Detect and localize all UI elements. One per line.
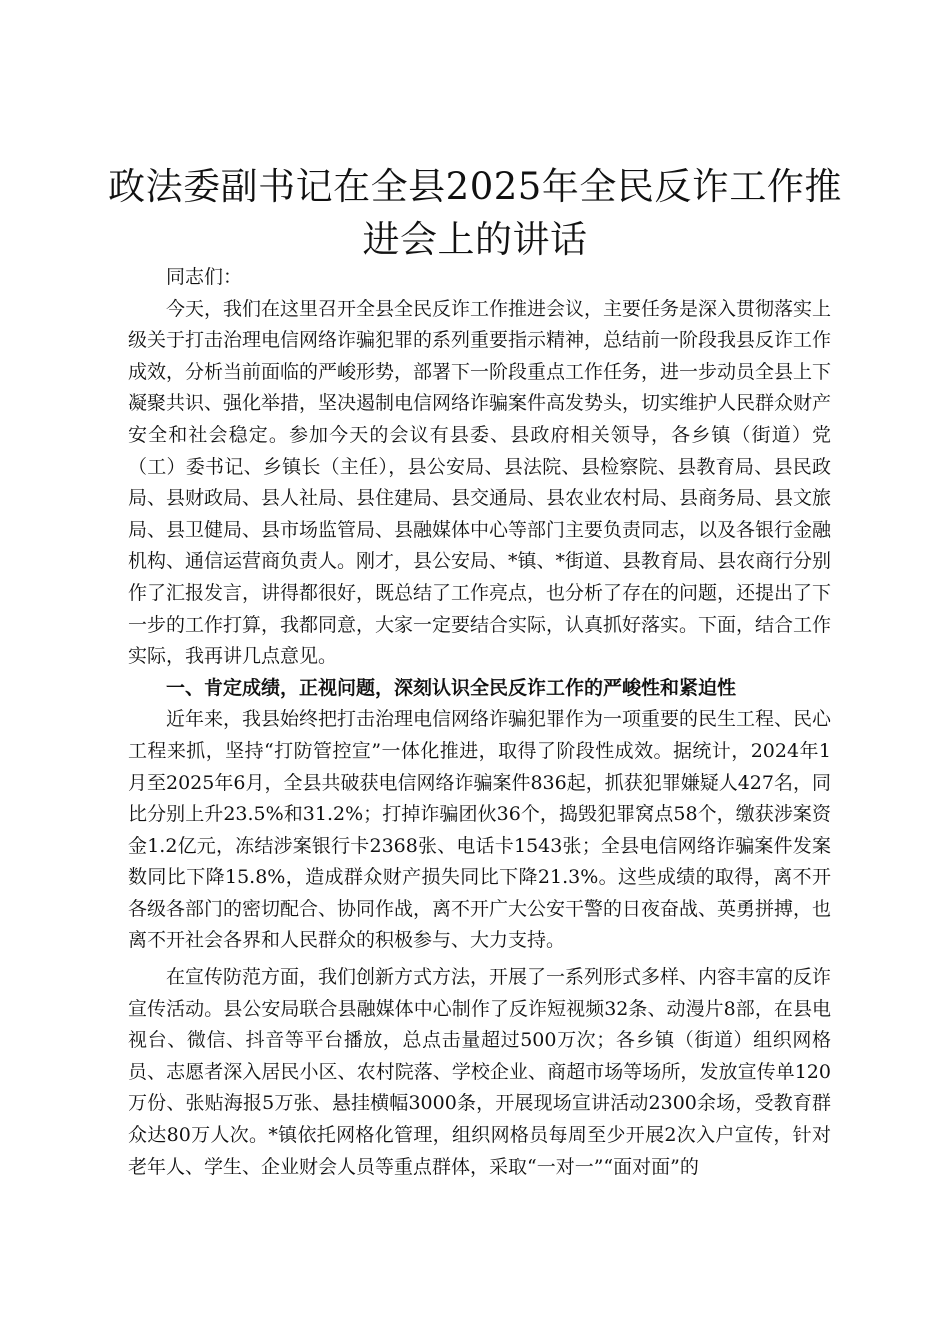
opening-paragraph: 今天，我们在这里召开全县全民反诈工作推进会议，主要任务是深入贯彻落实上级关于打击治理电信网络诈骗犯罪的系列重要指示精神，总结前一阶段我县反诈工作成效，分析当前面临的严峻形势，部署下一阶段重点工作任务，进一步动员全县上下凝聚共识、强化举措，坚决遏制电信网络诈骗案件高发势头，切实维护人民群众财产安全和社会稳定。参加今天的会议有县委、县政府相关领导，各乡镇（街道）党（工）委书记、乡镇长（主任），县公安局、县法院、县检察院、县教育局、县民政局、县财政局、县人社局、县住建局、县交通局、县农业农村局、县商务局、县文旅局、县卫健局、县市场监管局、县融媒体中心等部门主要负责同志，以及各银行金融机构、通信运营商负责人。刚才，县公安局、*镇、*街道、县教育局、县农商行分别作了汇报发言，讲得都很好，既总结了工作亮点，也分析了存在的问题，还提出了下一步的工作打算，我都同意，大家一定要结合实际，认真抓好落实。下面，结合工作实际，我再讲几点意见。	[128, 297, 832, 668]
salutation: 同志们：	[166, 266, 243, 288]
section-heading: 一、肯定成绩，正视问题，深刻认识全民反诈工作的严峻性和紧迫性	[166, 676, 737, 699]
document-body	[128, 262, 831, 1183]
document-title: 政法委副书记在全县2025年全民反诈工作推进会上的讲话	[108, 165, 842, 261]
achievements-paragraph: 近年来，我县始终把打击治理电信网络诈骗犯罪作为一项重要的民生工程、民心工程来抓，坚持“打防管控宣”一体化推进，取得了阶段性成效。据统计，2024年1月至2025年6月，全县共破获电信网络诈骗案件836起，抓获犯罪嫌疑人427名，同比分别上升23.5%和31.2%；打掉诈骗团伙36个，捣毁犯罪窝点58个，缴获涉案资金1.2亿元，冻结涉案银行卡2368张、电话卡1543张；全县电信网络诈骗案件发案数同比下降15.8%，造成群众财产损失同比下降21.3%。这些成绩的取得，离不开各级各部门的密切配合、协同作战，离不开广大公安干警的日夜奋战、英勇拼搏，也离不开社会各界和人民群众的积极参与、大力支持。	[128, 708, 832, 952]
publicity-paragraph: 在宣传防范方面，我们创新方式方法，开展了一系列形式多样、内容丰富的反诈宣传活动。县公安局联合县融媒体中心制作了反诈短视频32条、动漫片8部，在县电视台、微信、抖音等平台播放，总点击量超过500万次；各乡镇（街道）组织网格员、志愿者深入居民小区、农村院落、学校企业、商超市场等场所，发放宣传单120万份、张贴海报5万张、悬挂横幅3000条，开展现场宣讲活动2300余场，受教育群众达80万人次。*镇依托网格化管理，组织网格员每周至少开展2次入户宣传，针对老年人、学生、企业财会人员等重点群体，采取“一对一”“面对面”的	[128, 966, 832, 1178]
